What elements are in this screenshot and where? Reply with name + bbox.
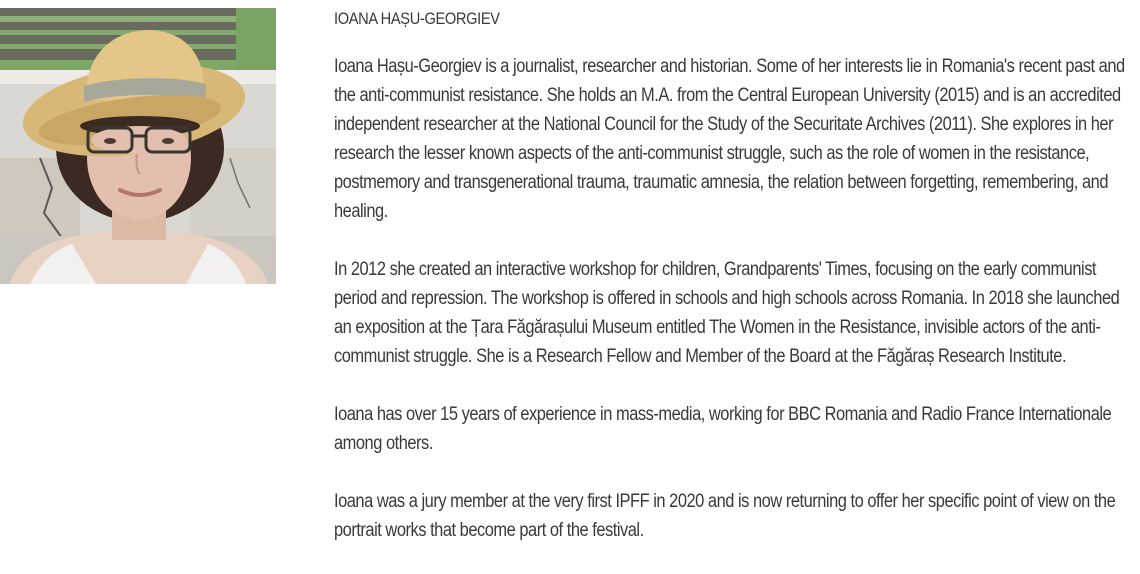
bio-paragraph-2: In 2012 she created an interactive workshop for children, Grandparents' Times, focusing on the early communist period and repression. The workshop is offered in schools and high schools across Romania. In 2018 she launched an exposition at the Țara Făgărașului Museum entitled The Women in the Resistance, invisible actors of the anti-communist struggle. She is a Research Fellow and Member of the Board at the Făgăraș Research Institute.	[334, 259, 1120, 367]
portrait-image	[0, 8, 276, 284]
portrait-photo	[0, 8, 276, 284]
bio-paragraph-1: Ioana Hașu-Georgiev is a journalist, researcher and historian. Some of her interests lie in Romania's recent past and the anti-communist resistance. She holds an M.A. from the Central European University (2015) and is an accredited independent researcher at the National Council for the Study of the Securitate Archives (2011). She explores in her research the lesser known aspects of the anti-communist struggle, such as the role of women in the resistance, postmemory and transgenerational trauma, traumatic amnesia, the relation between forgetting, remembering, and healing.	[334, 56, 1125, 222]
person-name: IOANA HAȘU-GEORGIEV	[334, 9, 500, 28]
bio-paragraph-3: Ioana has over 15 years of experience in mass-media, working for BBC Romania and Radio France Internationale among others.	[334, 404, 1112, 454]
bio-section	[334, 6, 1138, 574]
bio-paragraph-4: Ioana was a jury member at the very first IPFF in 2020 and is now returning to offer her specific point of view on the portrait works that become part of the festival.	[334, 491, 1116, 541]
